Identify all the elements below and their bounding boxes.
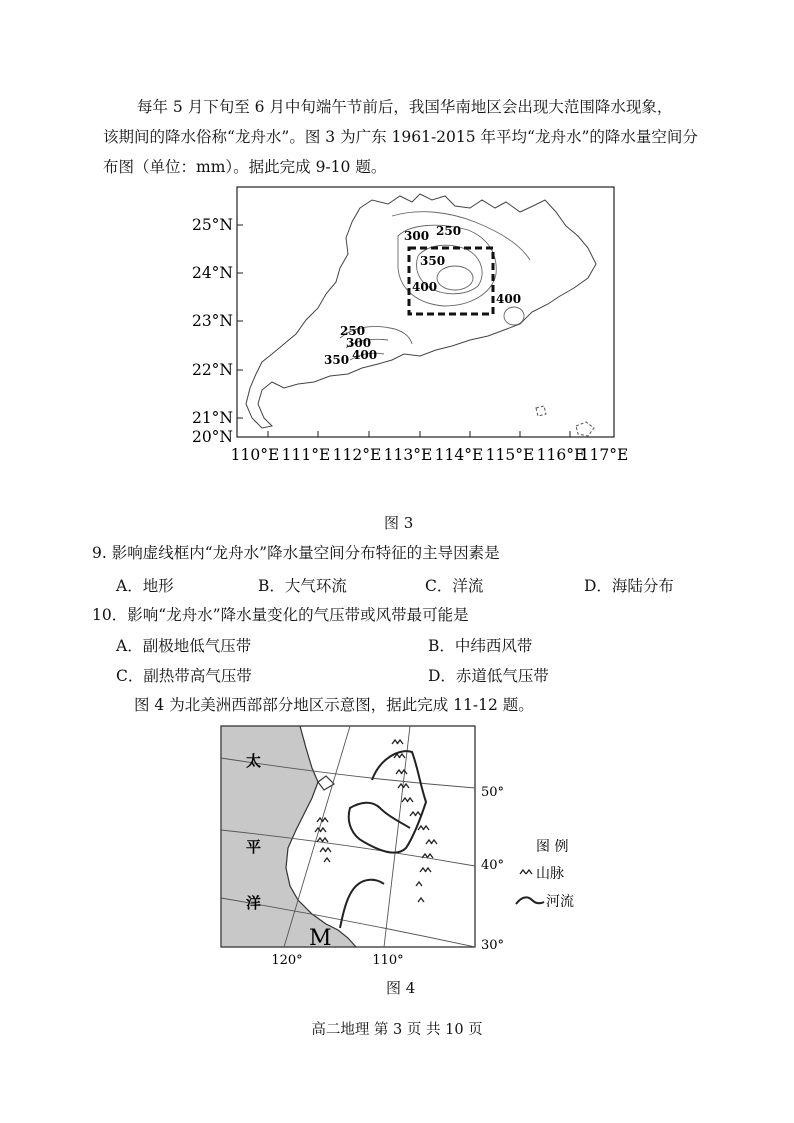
lat-label-24: 24°N	[191, 264, 233, 282]
intro-2: 图 4 为北美洲西部部分地区示意图，据此完成 11-12 题。	[134, 696, 534, 714]
lon-label-110: 110°E	[230, 446, 280, 464]
lon-label-111: 111°E	[281, 446, 331, 464]
figure-4-caption: 图 4	[386, 979, 416, 997]
intro-line-1: 每年 5 月下旬至 6 月中旬端午节前后，我国华南地区会出现大范围降水现象，	[137, 98, 673, 116]
lat-label-23: 23°N	[191, 312, 233, 330]
lon-label-115: 115°E	[485, 446, 535, 464]
legend-river-icon	[516, 897, 544, 904]
intro-line-2: 该期间的降水俗称“龙舟水”。图 3 为广东 1961-2015 年平均“龙舟水”的降水量空间分	[103, 128, 698, 146]
fig4-lon-120: 120°	[271, 953, 303, 968]
legend-mountain-label: 山脉	[536, 866, 564, 882]
island-2	[576, 422, 594, 436]
question-10-stem: 10．影响“龙舟水”降水量变化的气压带或风带最可能是	[92, 606, 469, 624]
ocean-char-2: 平	[246, 838, 262, 856]
legend-river-label: 河流	[546, 894, 574, 910]
contour-label-300: 300	[404, 229, 430, 243]
contour-400-east	[504, 307, 524, 325]
contour-400-center	[437, 266, 473, 290]
legend-title: 图 例	[536, 839, 569, 855]
contour-label-400: 400	[412, 280, 438, 294]
intro-line-3: 布图（单位：mm）。据此完成 9-10 题。	[103, 158, 387, 176]
lon-label-112: 112°E	[332, 446, 382, 464]
lat-label-21: 21°N	[191, 409, 233, 427]
figure-3-caption: 图 3	[384, 514, 414, 532]
page-footer: 高二地理 第 3 页 共 10 页	[311, 1022, 483, 1038]
question-10-option-b: B．中纬西风带	[428, 637, 533, 655]
lat-label-22: 22°N	[191, 361, 233, 379]
fig4-lon-110: 110°	[372, 953, 404, 968]
lon-label-113: 113°E	[383, 446, 433, 464]
question-9-option-c: C．洋流	[425, 577, 484, 595]
question-9-stem: 9. 影响虚线框内“龙舟水”降水量空间分布特征的主导因素是	[92, 544, 500, 562]
map-frame	[237, 187, 614, 437]
fig4-lat-30: 30°	[481, 938, 505, 953]
figure-3-map	[0, 178, 794, 498]
question-9-option-d: D．海陆分布	[584, 577, 674, 595]
island-1	[536, 406, 546, 416]
question-9-option-a: A．地形	[116, 577, 174, 595]
lon-label-117: 117°E	[579, 446, 629, 464]
ocean-char-3: 洋	[246, 894, 262, 912]
question-10-option-d: D．赤道低气压带	[428, 667, 549, 685]
lon-label-116: 116°E	[536, 446, 586, 464]
lon-label-114: 114°E	[434, 446, 484, 464]
point-m-label: M	[309, 926, 332, 951]
lat-label-20: 20°N	[191, 428, 233, 446]
contour-label-300-coast: 300	[346, 336, 372, 350]
contour-label-350-coast: 350	[324, 353, 350, 367]
contour-label-250-coast: 250	[340, 324, 366, 338]
contour-label-350: 350	[420, 254, 446, 268]
legend-mountain-icon	[520, 870, 532, 874]
lat-label-25: 25°N	[191, 216, 233, 234]
fig4-lat-40: 40°	[481, 858, 505, 873]
question-9-option-b: B．大气环流	[258, 577, 347, 595]
intro-paragraph	[103, 92, 703, 182]
contour-label-250: 250	[436, 224, 462, 238]
question-10-option-c: C．副热带高气压带	[116, 667, 252, 685]
contour-label-400-east: 400	[496, 292, 522, 306]
ocean-char-1: 太	[246, 752, 262, 770]
figure-4-map	[0, 718, 794, 978]
fig4-lat-50: 50°	[481, 785, 505, 800]
contour-label-400-coast: 400	[352, 348, 378, 362]
question-10-option-a: A．副极地低气压带	[116, 637, 252, 655]
